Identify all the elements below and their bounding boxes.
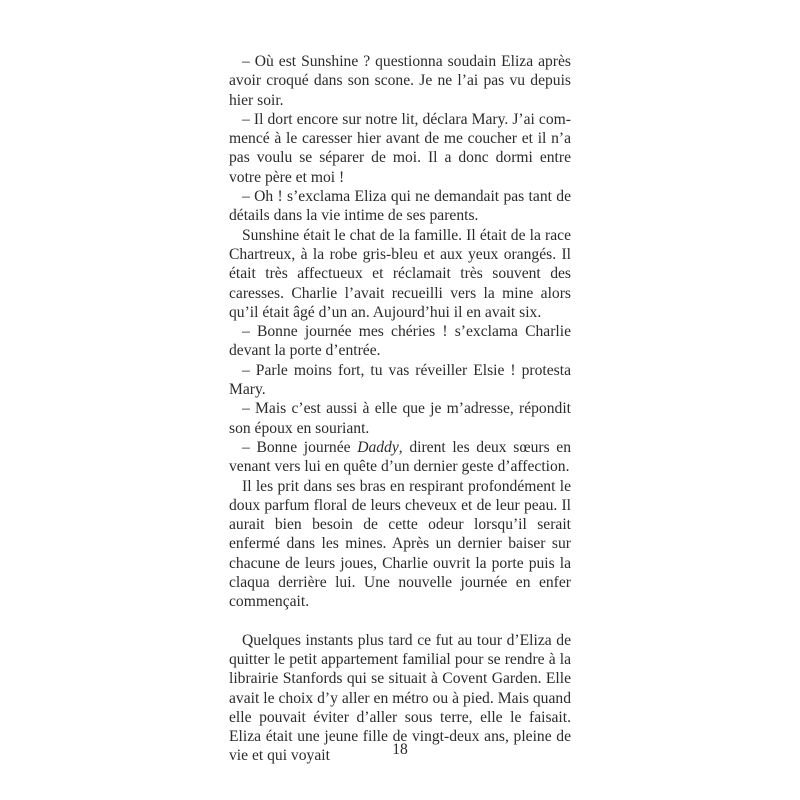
text-run: , dirent les deux sœurs en venant vers lui en quête d’un dernier geste d’affection. [229,438,571,476]
paragraph: – Il dort encore sur notre lit, déclara Mary. J’ai commencé à le caresser hier avant de me coucher et il n’a pas voulu se séparer de moi. Il a donc dormi entre votre père et moi ! [229,110,571,186]
section-break [229,612,571,631]
page-number: 18 [392,741,408,758]
text-run: – Bonne journée [242,438,358,456]
paragraph: – Où est Sunshine ? questionna soudain Eliza après avoir croqué dans son scone. Je ne l’ai pas vu depuis hier soir. [229,53,571,109]
italic-word: Daddy [357,438,399,456]
body-text [229,52,571,766]
paragraph: – Mais c’est aussi à elle que je m’adresse, répondit son époux en souriant. [229,400,571,437]
paragraph-daddy [229,438,571,477]
paragraph: – Oh ! s’exclama Eliza qui ne demandait pas tant de détails dans la vie intime de ses parents. [229,188,571,225]
paragraph: – Bonne journée mes chéries ! s’exclama Charlie devant la porte d’entrée. [229,323,571,360]
paragraph: Sunshine était le chat de la famille. Il était de la race Chartreux, à la robe gris-bleu et aux yeux orangés. Il était très affectueux et réclamait très souvent des caresses. Charlie l’avait recueilli vers la mine alors qu’il était âgé d’un an. Aujourd’hui il en avait six. [229,226,571,321]
paragraph: – Parle moins fort, tu vas réveiller Elsie ! protesta Mary. [229,361,571,399]
paragraph: Il les prit dans ses bras en respirant profondément le doux parfum floral de leurs cheveux et de leur peau. Il aurait bien besoin de cette odeur lorsqu’il serait enfermé dans les mines. Après un dernier baiser sur chacune de leurs joues, Charlie ouvrit la porte puis la claqua derrière lui. Une nouvelle journée en enfer commençait. [229,477,571,611]
paragraph: Quelques instants plus tard ce fut au tour d’Eliza de quitter le petit appartement familial pour se rendre à la librairie Stanfords qui se situait à Covent Garden. Elle avait le choix d’y aller en métro ou à pied. Mais quand elle pouvait éviter d’aller sous terre, elle le faisait. Eliza était une jeune fille de vingt-deux ans, pleine de vie et qui voyait [229,631,571,765]
